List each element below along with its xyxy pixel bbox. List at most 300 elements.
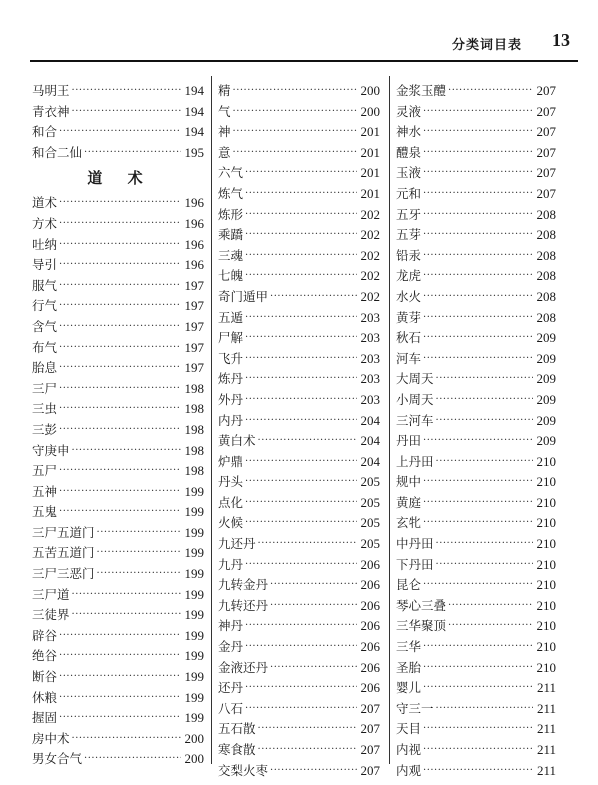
entry-term: 三魂 — [218, 247, 244, 263]
index-group-b — [32, 193, 204, 770]
index-entry — [396, 534, 556, 555]
entry-term: 交梨火枣 — [218, 762, 269, 778]
entry-term: 气 — [218, 103, 231, 119]
index-entry — [32, 193, 204, 214]
entry-term: 寒食散 — [218, 742, 256, 757]
index-entry — [32, 317, 204, 338]
entry-term: 炉鼎 — [218, 453, 244, 469]
index-entry — [218, 81, 380, 102]
index-entry — [396, 719, 556, 740]
entry-term: 内观 — [396, 762, 422, 778]
entry-page-number: 206 — [360, 577, 380, 593]
index-entry — [218, 349, 380, 370]
entry-term: 规中 — [396, 474, 422, 490]
index-entry — [32, 626, 204, 647]
leader-dots — [423, 122, 532, 143]
leader-dots — [59, 688, 180, 709]
index-entry — [218, 513, 380, 534]
index-entry — [218, 122, 380, 143]
leader-dots — [423, 761, 533, 782]
index-entry — [32, 667, 204, 688]
entry-term: 和合 — [32, 124, 58, 140]
leader-dots — [245, 390, 356, 411]
index-entry — [218, 369, 380, 390]
index-entry — [32, 81, 204, 102]
entry-term: 醴泉 — [396, 144, 422, 160]
leader-dots — [245, 328, 356, 349]
index-entry — [218, 184, 380, 205]
leader-dots — [245, 369, 356, 390]
entry-term: 黄庭 — [396, 494, 422, 510]
leader-dots — [233, 122, 357, 143]
leader-dots — [436, 534, 533, 555]
leader-dots — [423, 678, 533, 699]
leader-dots — [245, 616, 356, 637]
index-entry — [32, 143, 204, 164]
index-entry — [396, 555, 556, 576]
entry-page-number: 204 — [360, 412, 380, 428]
entry-page-number: 202 — [360, 227, 380, 243]
index-entry — [218, 102, 380, 123]
index-entry — [396, 225, 556, 246]
leader-dots — [423, 328, 532, 349]
leader-dots — [59, 646, 180, 667]
entry-term: 下丹田 — [396, 556, 434, 572]
entry-page-number: 202 — [360, 247, 380, 263]
entry-page-number: 208 — [536, 227, 556, 243]
entry-page-number: 198 — [184, 401, 204, 417]
entry-term: 神丹 — [218, 618, 244, 634]
leader-dots — [59, 502, 180, 523]
index-entry — [396, 699, 556, 720]
entry-term: 三虫 — [32, 401, 58, 417]
entry-page-number: 196 — [184, 236, 204, 252]
entry-term: 绝谷 — [32, 648, 58, 664]
index-entry — [218, 678, 380, 699]
entry-page-number: 202 — [360, 206, 380, 222]
entry-term: 水火 — [396, 288, 422, 304]
entry-term: 五神 — [32, 483, 58, 499]
entry-page-number: 196 — [184, 257, 204, 273]
entry-page-number: 207 — [536, 165, 556, 181]
leader-dots — [245, 699, 356, 720]
index-entry — [32, 358, 204, 379]
index-entry — [32, 255, 204, 276]
leader-dots — [423, 513, 532, 534]
entry-term: 大周天 — [396, 371, 434, 387]
leader-dots — [423, 637, 532, 658]
entry-page-number: 209 — [536, 433, 556, 449]
leader-dots — [423, 431, 532, 452]
index-entry — [218, 452, 380, 473]
entry-term: 内丹 — [218, 412, 244, 428]
entry-term: 布气 — [32, 339, 58, 355]
entry-page-number: 200 — [184, 751, 204, 767]
leader-dots — [258, 534, 357, 555]
entry-term: 上丹田 — [396, 453, 434, 469]
column-divider — [211, 76, 212, 764]
entry-term: 三尸道 — [32, 586, 70, 602]
index-entry — [396, 81, 556, 102]
entry-term: 还丹 — [218, 680, 244, 696]
leader-dots — [97, 523, 181, 544]
index-entry — [396, 102, 556, 123]
entry-term: 丹头 — [218, 474, 244, 490]
index-entry — [396, 205, 556, 226]
entry-page-number: 207 — [536, 124, 556, 140]
entry-page-number: 206 — [360, 639, 380, 655]
entry-term: 吐纳 — [32, 236, 58, 252]
entry-page-number: 205 — [360, 515, 380, 531]
entry-term: 金浆玉醴 — [396, 83, 447, 98]
entry-term: 三彭 — [32, 421, 58, 437]
index-entry — [396, 369, 556, 390]
leader-dots — [233, 143, 357, 164]
leader-dots — [245, 163, 356, 184]
entry-page-number: 206 — [360, 618, 380, 634]
leader-dots — [423, 205, 532, 226]
entry-page-number: 196 — [184, 195, 204, 211]
entry-page-number: 194 — [184, 124, 204, 140]
entry-page-number: 203 — [360, 371, 380, 387]
entry-page-number: 210 — [536, 556, 556, 572]
leader-dots — [245, 266, 356, 287]
leader-dots — [59, 379, 180, 400]
entry-page-number: 198 — [184, 442, 204, 458]
entry-term: 三尸五道门 — [32, 524, 95, 540]
entry-term: 五芽 — [396, 227, 422, 243]
entry-page-number: 197 — [184, 298, 204, 314]
entry-page-number: 207 — [536, 83, 556, 98]
entry-term: 炼丹 — [218, 371, 244, 387]
entry-term: 内视 — [396, 742, 422, 757]
header-title: 分类词目表 — [451, 38, 522, 53]
entry-term: 意 — [218, 144, 231, 160]
entry-page-number: 202 — [360, 268, 380, 284]
index-entry — [218, 225, 380, 246]
entry-page-number: 206 — [360, 659, 380, 675]
leader-dots — [423, 719, 533, 740]
entry-page-number: 199 — [184, 483, 204, 499]
leader-dots — [59, 214, 180, 235]
index-entry — [218, 205, 380, 226]
entry-page-number: 199 — [184, 648, 204, 664]
index-entry — [396, 287, 556, 308]
entry-page-number: 205 — [360, 474, 380, 490]
index-entry — [218, 246, 380, 267]
index-entry — [32, 399, 204, 420]
entry-term: 道术 — [32, 195, 58, 211]
entry-term: 守三一 — [396, 700, 434, 716]
entry-term: 含气 — [32, 318, 58, 334]
entry-page-number: 199 — [184, 566, 204, 582]
entry-term: 九转还丹 — [218, 597, 269, 613]
entry-page-number: 211 — [536, 742, 556, 757]
entry-page-number: 209 — [536, 391, 556, 407]
index-entry — [218, 534, 380, 555]
index-column-3 — [396, 81, 556, 781]
entry-page-number: 208 — [536, 247, 556, 263]
leader-dots — [59, 358, 180, 379]
index-entry — [396, 266, 556, 287]
entry-term: 马明王 — [32, 83, 70, 98]
leader-dots — [245, 349, 356, 370]
entry-page-number: 210 — [536, 453, 556, 469]
index-entry — [396, 349, 556, 370]
entry-term: 五苦五道门 — [32, 545, 95, 561]
leader-dots — [72, 605, 181, 626]
entry-term: 房中术 — [32, 730, 70, 746]
leader-dots — [423, 102, 532, 123]
entry-page-number: 207 — [536, 103, 556, 119]
index-entry — [218, 555, 380, 576]
leader-dots — [436, 411, 533, 432]
entry-page-number: 205 — [360, 494, 380, 510]
entry-page-number: 199 — [184, 689, 204, 705]
entry-term: 八石 — [218, 700, 244, 716]
index-entry — [32, 420, 204, 441]
entry-page-number: 198 — [184, 463, 204, 479]
entry-term: 秋石 — [396, 330, 422, 346]
entry-term: 服气 — [32, 277, 58, 293]
entry-term: 炼气 — [218, 185, 244, 201]
entry-page-number: 211 — [536, 762, 556, 778]
entry-term: 小周天 — [396, 391, 434, 407]
entry-page-number: 209 — [536, 371, 556, 387]
index-entry — [218, 390, 380, 411]
leader-dots — [59, 235, 180, 256]
leader-dots — [423, 184, 532, 205]
leader-dots — [245, 678, 356, 699]
entry-term: 三尸 — [32, 380, 58, 396]
leader-dots — [72, 81, 181, 102]
leader-dots — [423, 246, 532, 267]
leader-dots — [258, 719, 357, 740]
entry-term: 尸解 — [218, 330, 244, 346]
entry-term: 玉液 — [396, 165, 422, 181]
entry-term: 铅汞 — [396, 247, 422, 263]
index-entry — [218, 637, 380, 658]
entry-term: 丹田 — [396, 433, 422, 449]
index-entry — [32, 338, 204, 359]
entry-page-number: 210 — [536, 474, 556, 490]
index-entry — [396, 493, 556, 514]
index-entry — [32, 543, 204, 564]
entry-page-number: 199 — [184, 504, 204, 520]
entry-term: 胎息 — [32, 360, 58, 376]
index-list — [396, 81, 556, 781]
index-entry — [32, 379, 204, 400]
entry-page-number: 208 — [536, 206, 556, 222]
index-entry — [396, 575, 556, 596]
leader-dots — [245, 452, 356, 473]
leader-dots — [59, 193, 180, 214]
entry-page-number: 195 — [184, 144, 204, 160]
entry-page-number: 203 — [360, 350, 380, 366]
index-entry — [396, 658, 556, 679]
entry-page-number: 210 — [536, 659, 556, 675]
page-header — [30, 30, 578, 56]
entry-page-number: 207 — [360, 762, 380, 778]
entry-term: 玄牝 — [396, 515, 422, 531]
entry-page-number: 203 — [360, 391, 380, 407]
leader-dots — [59, 317, 180, 338]
index-entry — [396, 143, 556, 164]
entry-page-number: 206 — [360, 556, 380, 572]
index-entry — [218, 699, 380, 720]
entry-term: 行气 — [32, 298, 58, 314]
leader-dots — [270, 287, 356, 308]
index-entry — [396, 184, 556, 205]
entry-term: 五牙 — [396, 206, 422, 222]
index-entry — [396, 616, 556, 637]
entry-page-number: 204 — [360, 453, 380, 469]
entry-term: 青衣神 — [32, 103, 70, 119]
index-entry — [218, 575, 380, 596]
entry-page-number: 200 — [360, 103, 380, 119]
entry-page-number: 197 — [184, 318, 204, 334]
leader-dots — [233, 81, 357, 102]
entry-page-number: 210 — [536, 577, 556, 593]
index-column-2 — [218, 81, 380, 781]
index-entry — [396, 637, 556, 658]
entry-term: 飞升 — [218, 350, 244, 366]
index-entry — [32, 688, 204, 709]
index-entry — [32, 214, 204, 235]
leader-dots — [245, 493, 356, 514]
index-entry — [218, 616, 380, 637]
entry-page-number: 200 — [184, 730, 204, 746]
leader-dots — [245, 555, 356, 576]
index-entry — [32, 729, 204, 750]
section-heading: 道 术 — [87, 169, 153, 188]
leader-dots — [72, 729, 181, 750]
entry-page-number: 207 — [536, 144, 556, 160]
leader-dots — [423, 740, 533, 761]
leader-dots — [423, 658, 532, 679]
index-entry — [218, 596, 380, 617]
entry-page-number: 201 — [360, 144, 380, 160]
leader-dots — [72, 441, 181, 462]
entry-term: 三华 — [396, 639, 422, 655]
leader-dots — [245, 225, 356, 246]
leader-dots — [245, 308, 356, 329]
index-entry — [396, 122, 556, 143]
leader-dots — [436, 699, 533, 720]
entry-page-number: 210 — [536, 639, 556, 655]
entry-page-number: 199 — [184, 586, 204, 602]
leader-dots — [423, 575, 532, 596]
entry-page-number: 208 — [536, 268, 556, 284]
leader-dots — [245, 637, 356, 658]
entry-term: 和合二仙 — [32, 144, 83, 160]
index-column-1 — [32, 81, 204, 770]
entry-term: 六气 — [218, 165, 244, 181]
leader-dots — [436, 555, 533, 576]
index-entry — [218, 143, 380, 164]
entry-page-number: 202 — [360, 288, 380, 304]
entry-term: 握固 — [32, 710, 58, 726]
leader-dots — [245, 184, 356, 205]
index-entry — [32, 482, 204, 503]
entry-page-number: 209 — [536, 350, 556, 366]
entry-page-number: 200 — [360, 83, 380, 98]
leader-dots — [245, 246, 356, 267]
index-entry — [32, 276, 204, 297]
entry-page-number: 208 — [536, 309, 556, 325]
entry-page-number: 210 — [536, 618, 556, 634]
index-entry — [218, 266, 380, 287]
index-entry — [32, 441, 204, 462]
entry-page-number: 211 — [536, 680, 556, 696]
entry-term: 三华聚顶 — [396, 618, 447, 634]
index-entry — [396, 761, 556, 782]
leader-dots — [423, 472, 532, 493]
entry-term: 黄白术 — [218, 433, 256, 449]
entry-page-number: 199 — [184, 627, 204, 643]
entry-term: 七魄 — [218, 268, 244, 284]
leader-dots — [59, 461, 180, 482]
index-entry — [396, 246, 556, 267]
entry-term: 三河车 — [396, 412, 434, 428]
entry-page-number: 197 — [184, 277, 204, 293]
entry-page-number: 209 — [536, 412, 556, 428]
entry-page-number: 204 — [360, 433, 380, 449]
index-entry — [32, 564, 204, 585]
entry-page-number: 199 — [184, 545, 204, 561]
leader-dots — [72, 102, 181, 123]
index-entry — [218, 287, 380, 308]
entry-term: 精 — [218, 83, 231, 98]
leader-dots — [270, 575, 356, 596]
entry-term: 琴心三叠 — [396, 597, 447, 613]
leader-dots — [245, 513, 356, 534]
leader-dots — [59, 667, 180, 688]
leader-dots — [59, 420, 180, 441]
entry-term: 辟谷 — [32, 627, 58, 643]
entry-page-number: 203 — [360, 330, 380, 346]
index-entry — [32, 235, 204, 256]
index-list — [218, 81, 380, 781]
entry-page-number: 210 — [536, 515, 556, 531]
leader-dots — [423, 493, 532, 514]
entry-page-number: 210 — [536, 536, 556, 552]
leader-dots — [59, 708, 180, 729]
index-entry — [218, 719, 380, 740]
entry-term: 河车 — [396, 350, 422, 366]
leader-dots — [59, 296, 180, 317]
entry-page-number: 194 — [184, 103, 204, 119]
leader-dots — [233, 102, 357, 123]
entry-page-number: 199 — [184, 607, 204, 623]
index-entry — [218, 740, 380, 761]
index-entry — [396, 411, 556, 432]
leader-dots — [436, 390, 533, 411]
index-entry — [396, 452, 556, 473]
index-entry — [218, 411, 380, 432]
leader-dots — [436, 452, 533, 473]
entry-page-number: 208 — [536, 288, 556, 304]
index-entry — [218, 163, 380, 184]
entry-term: 婴儿 — [396, 680, 422, 696]
entry-term: 方术 — [32, 215, 58, 231]
index-entry — [396, 472, 556, 493]
index-entry — [32, 296, 204, 317]
entry-page-number: 198 — [184, 421, 204, 437]
leader-dots — [84, 749, 180, 770]
entry-term: 五鬼 — [32, 504, 58, 520]
entry-page-number: 207 — [360, 742, 380, 757]
